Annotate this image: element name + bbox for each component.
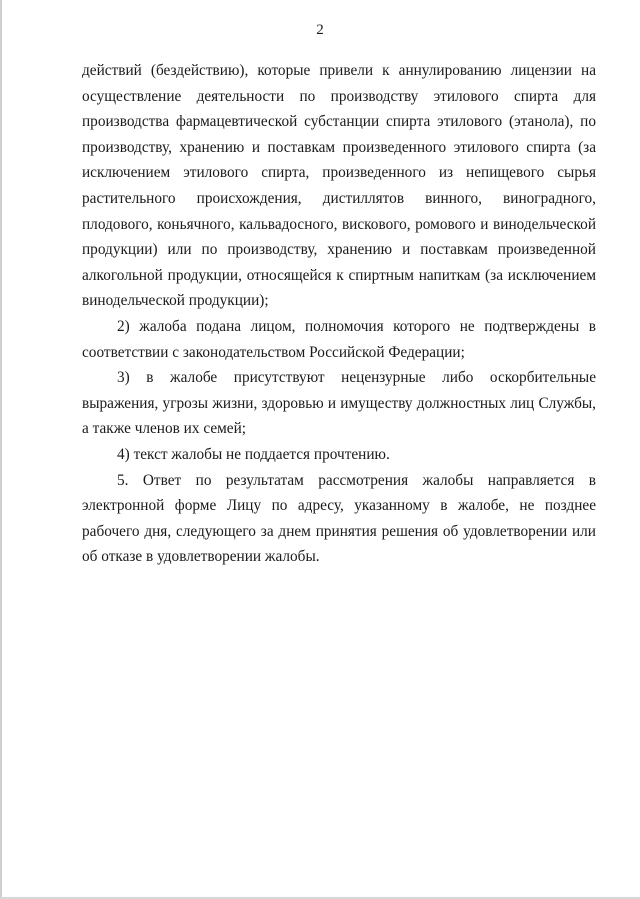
paragraph-item-3: 3) в жалобе присутствуют нецензурные либо оскорбительные выражения, угрозы жизни, здоровью и имуществу должностных лиц Службы, а также членов их семей; — [82, 369, 596, 438]
scan-left-edge — [0, 0, 2, 899]
paragraph-item-5: 5. Ответ по результатам рассмотрения жалобы направляется в электронной форме Лицу по адресу, указанному в жалобе, не позднее рабочего дня, следующего за днем принятия решения об удовлетворении или об отказе в удовлетворении жалобы. — [82, 471, 596, 566]
paragraph-continuation: действий (бездействию), которые привели к аннулированию лицензии на осуществление деятельности по производству этилового спирта для производства фармацевтической субстанции спирта этилового (этанола), по производству, хранению и поставкам произведенного этилового спирта (за исключением этилового спирта, произведенного из непищевого сырья растительного происхождения, дистиллятов винного, виноградного, плодового, коньячного, кальвадосного, вискового, ромового и винодельческой продукции) или по производству, хранению и поставкам произведенной алкогольной продукции, относящейся к спиртным напиткам (за исключением винодельческой продукции); — [82, 62, 596, 310]
page-number: 2 — [316, 22, 324, 38]
paragraph-item-4: 4) текст жалобы не поддается прочтению. — [117, 445, 390, 463]
document-body — [82, 58, 596, 570]
paragraph-item-2: 2) жалоба подана лицом, полномочия которого не подтверждены в соответствии с законодательством Российской Федерации; — [82, 317, 596, 361]
